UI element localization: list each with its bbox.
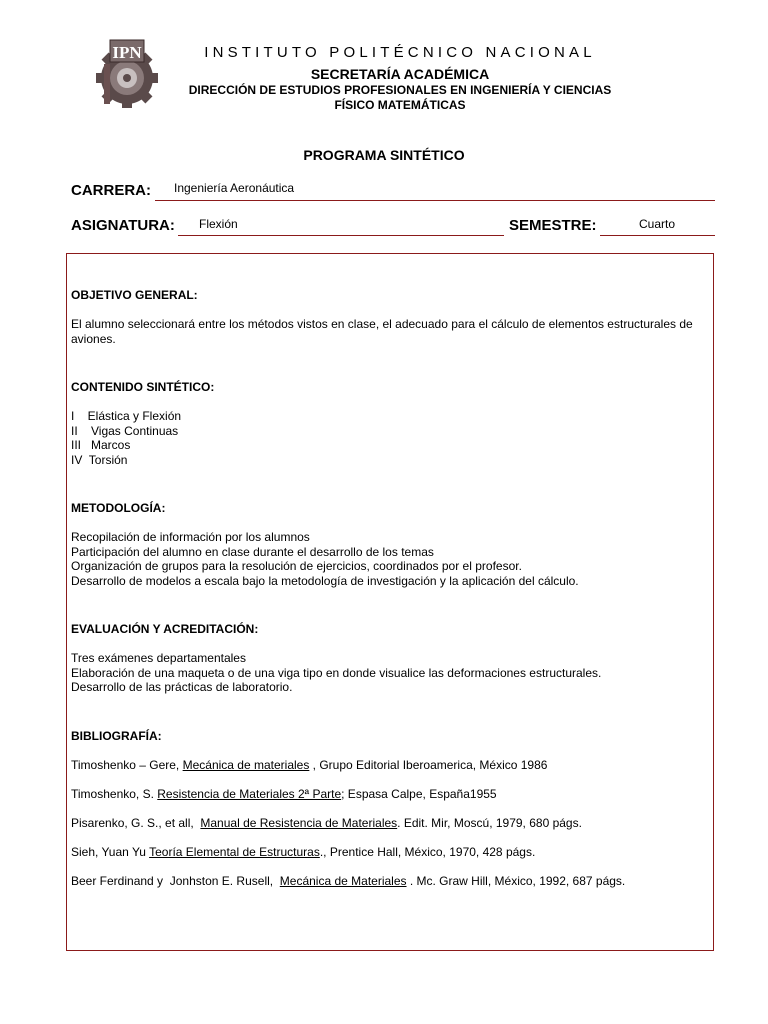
gear-logo-icon <box>96 38 158 108</box>
evaluacion-item: Tres exámenes departamentales <box>71 651 246 665</box>
metodologia-item: Organización de grupos para la resolución de ejercicios, coordinados por el profesor. <box>71 559 522 574</box>
ref-details: , Grupo Editorial Iberoamerica, México 1986 <box>309 758 548 772</box>
ref-title: Mecánica de Materiales <box>279 874 407 888</box>
ipn-logo <box>96 38 158 108</box>
contenido-heading: CONTENIDO SINTÉTICO: <box>71 380 215 394</box>
objetivo-text: El alumno seleccionará entre los métodos vistos en clase, el adecuado para el cálculo de elementos estructurales de aviones. <box>71 317 693 346</box>
direction-line-2: FÍSICO MATEMÁTICAS <box>334 98 466 112</box>
metodologia-item: Participación del alumno en clase durante el desarrollo de los temas <box>71 544 434 559</box>
evaluacion-heading: EVALUACIÓN Y ACREDITACIÓN: <box>71 622 259 636</box>
ref-details: . Edit. Mir, Moscú, 1979, 680 págs. <box>397 816 582 830</box>
ref-author: Beer Ferdinand y Jonhston E. Rusell, <box>71 874 280 888</box>
ref-details: ; Espasa Calpe, España1955 <box>341 787 497 801</box>
objetivo-heading: OBJETIVO GENERAL: <box>71 288 198 302</box>
bibliography-entry <box>71 758 547 773</box>
ref-title: Mecánica de materiales <box>182 758 310 772</box>
semestre-underline <box>600 235 715 236</box>
carrera-underline <box>155 200 715 201</box>
ref-author: Sieh, Yuan Yu <box>71 845 150 859</box>
program-title: PROGRAMA SINTÉTICO <box>303 147 465 163</box>
svg-text:IPN: IPN <box>112 43 142 62</box>
direction-name <box>160 83 640 113</box>
carrera-value: Ingeniería Aeronáutica <box>174 181 295 195</box>
ref-title: Teoría Elemental de Estructuras <box>149 845 320 859</box>
contenido-item: III Marcos <box>71 438 131 453</box>
evaluacion-item: Elaboración de una maqueta o de una viga tipo en donde visualice las deformaciones estructurales. <box>71 665 602 680</box>
contenido-item: II Vigas Continuas <box>71 423 179 438</box>
semestre-label: SEMESTRE: <box>509 217 597 234</box>
bibliografia-heading: BIBLIOGRAFÍA: <box>71 729 162 743</box>
ref-title: Resistencia de Materiales 2ª Parte <box>157 787 342 801</box>
semestre-value: Cuarto <box>639 217 676 231</box>
ref-details: . Mc. Graw Hill, México, 1992, 687 págs. <box>406 874 626 888</box>
ref-author: Timoshenko, S. <box>71 787 158 801</box>
secretariat-name: SECRETARÍA ACADÉMICA <box>310 66 490 82</box>
contenido-item: I Elástica y Flexión <box>71 409 182 423</box>
ref-title: Manual de Resistencia de Materiales <box>200 816 398 830</box>
direction-line-1: DIRECCIÓN DE ESTUDIOS PROFESIONALES EN INGENIERÍA Y CIENCIAS <box>188 83 612 97</box>
bibliography-entry <box>71 874 625 889</box>
asignatura-underline <box>178 235 504 236</box>
metodologia-item: Desarrollo de modelos a escala bajo la metodología de investigación y la aplicación del cálculo. <box>71 573 579 588</box>
bibliography-entry <box>71 845 535 860</box>
contenido-item: IV Torsión <box>71 452 128 467</box>
ref-details: ., Prentice Hall, México, 1970, 428 págs. <box>319 845 536 859</box>
bibliography-entry <box>71 816 582 831</box>
institution-name: INSTITUTO POLITÉCNICO NACIONAL <box>204 44 596 61</box>
ref-author: Pisarenko, G. S., et all, <box>71 816 201 830</box>
bibliography-entry <box>71 787 497 802</box>
ref-author: Timoshenko – Gere, <box>71 758 183 772</box>
carrera-label: CARRERA: <box>71 182 151 199</box>
evaluacion-item: Desarrollo de las prácticas de laboratorio. <box>71 680 293 695</box>
metodologia-heading: METODOLOGÍA: <box>71 501 166 515</box>
metodologia-item: Recopilación de información por los alumnos <box>71 530 310 544</box>
asignatura-value: Flexión <box>199 217 238 231</box>
asignatura-label: ASIGNATURA: <box>71 217 175 234</box>
